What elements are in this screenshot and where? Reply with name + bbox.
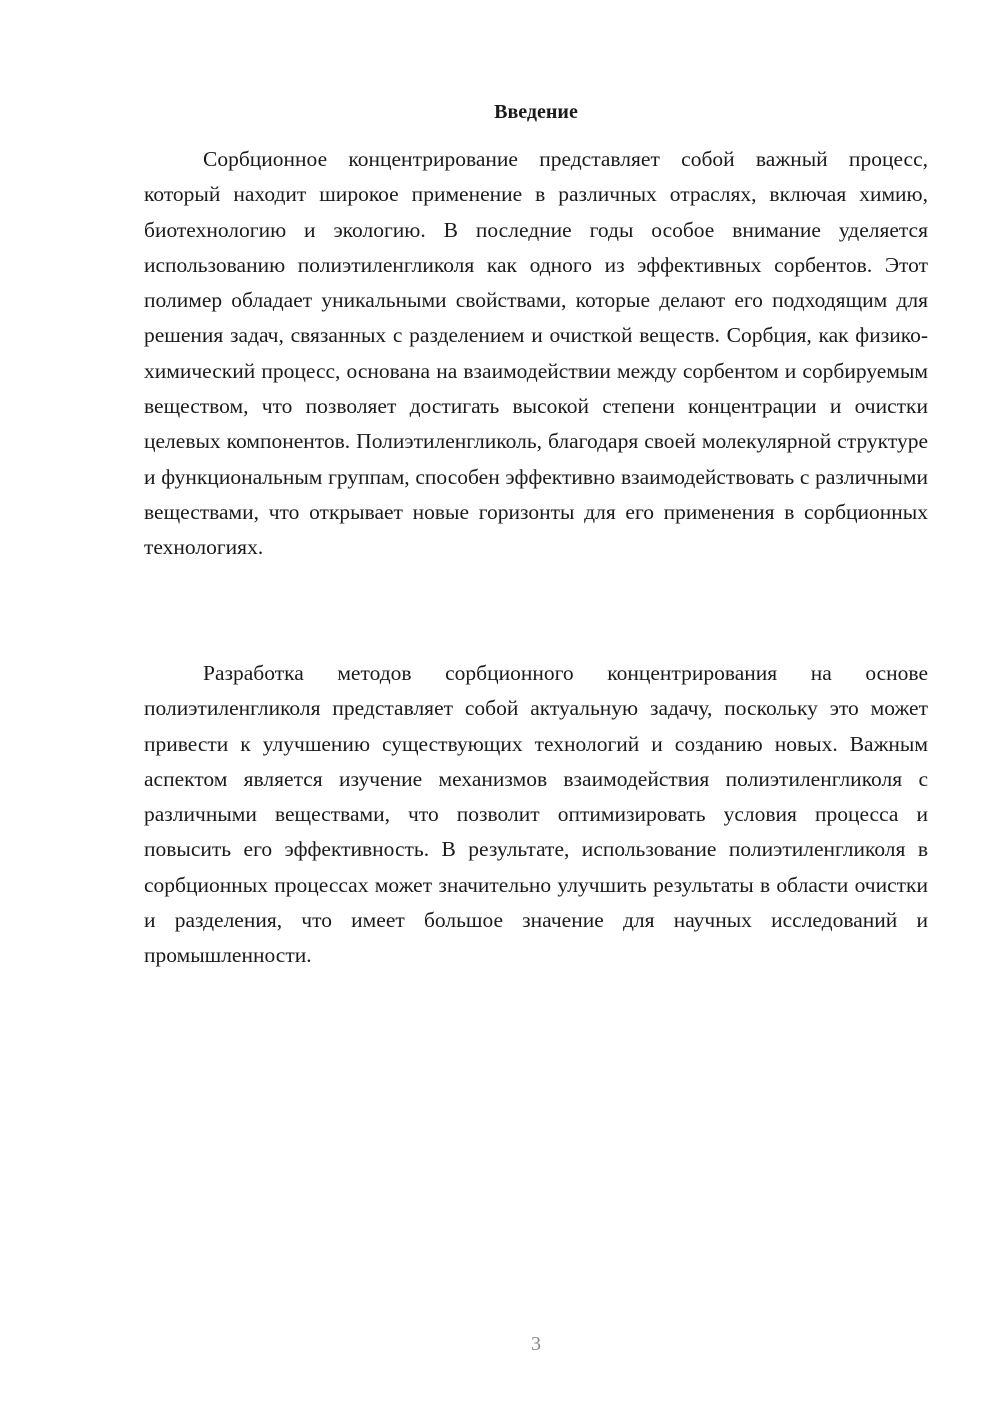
- paragraph-2: Разработка методов сорбционного концентрирования на основе полиэтиленгликоля представляет собой актуальную задачу, поскольку это может привести к улучшению существующих технологий и созданию новых. Важным аспектом является изучение механизмов взаимодействия полиэтиленгликоля с различными веществами, что позволит оптимизировать условия процесса и повысить его эффективность. В результате, использование полиэтиленгликоля в сорбционных процессах может значительно улучшить результаты в области очистки и разделения, что имеет большое значение для научных исследований и промышленности.: [144, 661, 928, 968]
- section-title: Введение: [494, 101, 578, 123]
- page-number: 3: [531, 1333, 541, 1355]
- paragraph-1: Сорбционное концентрирование представляет собой важный процесс, который находит широкое применение в различных отраслях, включая химию, биотехнологию и экологию. В последние годы особое внимание уделяется использованию полиэтиленгликоля как одного из эффективных сорбентов. Этот полимер обладает уникальными свойствами, которые делают его подходящим для решения задач, связанных с разделением и очисткой веществ. Сорбция, как физико-химический процесс, основана на взаимодействии между сорбентом и сорбируемым веществом, что позволяет достигать высокой степени концентрации и очистки целевых компонентов. Полиэтиленгликоль, благодаря своей молекулярной структуре и функциональным группам, способен эффективно взаимодействовать с различными веществами, что открывает новые горизонты для его применения в сорбционных технологиях.: [144, 147, 928, 560]
